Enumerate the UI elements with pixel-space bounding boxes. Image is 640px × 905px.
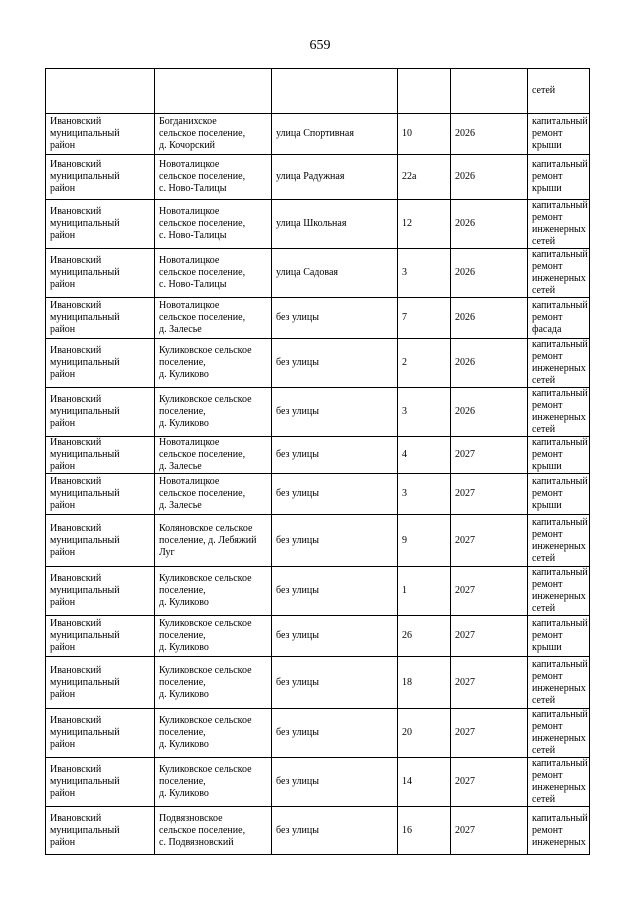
table-row [46, 709, 590, 758]
work-type-cell: капитальный ремонт крыши [528, 616, 590, 657]
work-type-cell: капитальный ремонт инженерных [528, 807, 590, 855]
district-cell: Ивановский муниципальный район [46, 616, 155, 657]
street-cell: без улицы [272, 474, 398, 515]
house-number-cell: 22а [398, 155, 451, 200]
district-cell: Ивановский муниципальный район [46, 807, 155, 855]
settlement-cell: Новоталицкое сельское поселение, с. Ново-Талицы [155, 200, 272, 249]
work-type-cell: капитальный ремонт фасада [528, 298, 590, 339]
street-cell: без улицы [272, 515, 398, 567]
house-number-cell: 10 [398, 114, 451, 155]
year-cell: 2027 [451, 616, 528, 657]
table-row [46, 388, 590, 437]
district-cell: Ивановский муниципальный район [46, 339, 155, 388]
work-type-cell: капитальный ремонт инженерных сетей [528, 249, 590, 298]
year-cell: 2026 [451, 200, 528, 249]
settlement-cell: Куликовское сельское поселение, д. Куликово [155, 339, 272, 388]
work-type-cell: капитальный ремонт крыши [528, 437, 590, 474]
district-cell: Ивановский муниципальный район [46, 298, 155, 339]
street-cell: без улицы [272, 758, 398, 807]
settlement-cell: Новоталицкое сельское поселение, д. Залесье [155, 437, 272, 474]
table-row [46, 807, 590, 855]
table-row [46, 515, 590, 567]
street-cell: без улицы [272, 388, 398, 437]
street-cell: улица Школьная [272, 200, 398, 249]
street-cell: без улицы [272, 807, 398, 855]
house-number-cell: 4 [398, 437, 451, 474]
work-type-cell: сетей [528, 69, 590, 114]
year-cell: 2026 [451, 298, 528, 339]
house-number-cell: 20 [398, 709, 451, 758]
house-number-cell: 7 [398, 298, 451, 339]
settlement-cell: Новоталицкое сельское поселение, с. Ново-Талицы [155, 249, 272, 298]
housing-repair-table [45, 68, 590, 855]
work-type-cell: капитальный ремонт инженерных сетей [528, 709, 590, 758]
district-cell: Ивановский муниципальный район [46, 388, 155, 437]
year-cell: 2026 [451, 388, 528, 437]
district-cell: Ивановский муниципальный район [46, 155, 155, 200]
table-row [46, 474, 590, 515]
year-cell: 2026 [451, 339, 528, 388]
settlement-cell: Куликовское сельское поселение, д. Куликово [155, 657, 272, 709]
street-cell: улица Радужная [272, 155, 398, 200]
house-number-cell: 3 [398, 388, 451, 437]
work-type-cell: капитальный ремонт инженерных сетей [528, 200, 590, 249]
house-number-cell: 16 [398, 807, 451, 855]
settlement-cell: Подвязновское сельское поселение, с. Подвязновский [155, 807, 272, 855]
street-cell: улица Спортивная [272, 114, 398, 155]
table-row [46, 437, 590, 474]
district-cell: Ивановский муниципальный район [46, 437, 155, 474]
district-cell: Ивановский муниципальный район [46, 758, 155, 807]
year-cell: 2026 [451, 155, 528, 200]
street-cell: без улицы [272, 298, 398, 339]
year-cell: 2027 [451, 515, 528, 567]
work-type-cell: капитальный ремонт инженерных сетей [528, 657, 590, 709]
district-cell: Ивановский муниципальный район [46, 474, 155, 515]
district-cell: Ивановский муниципальный район [46, 200, 155, 249]
house-number-cell: 14 [398, 758, 451, 807]
table-row [46, 249, 590, 298]
house-number-cell: 2 [398, 339, 451, 388]
house-number-cell: 12 [398, 200, 451, 249]
work-type-cell: капитальный ремонт инженерных сетей [528, 339, 590, 388]
house-number-cell: 9 [398, 515, 451, 567]
settlement-cell: Куликовское сельское поселение, д. Куликово [155, 388, 272, 437]
work-type-cell: капитальный ремонт инженерных сетей [528, 758, 590, 807]
house-cell [398, 69, 451, 114]
street-cell: без улицы [272, 567, 398, 616]
street-cell: улица Садовая [272, 249, 398, 298]
district-cell: Ивановский муниципальный район [46, 249, 155, 298]
house-number-cell: 18 [398, 657, 451, 709]
table-row [46, 758, 590, 807]
work-type-cell: капитальный ремонт инженерных сетей [528, 567, 590, 616]
street-cell [272, 69, 398, 114]
settlement-cell: Куликовское сельское поселение, д. Куликово [155, 709, 272, 758]
work-type-cell: капитальный ремонт инженерных сетей [528, 515, 590, 567]
work-type-cell: капитальный ремонт крыши [528, 474, 590, 515]
settlement-cell: Куликовское сельское поселение, д. Куликово [155, 567, 272, 616]
table-row [46, 567, 590, 616]
year-cell: 2027 [451, 709, 528, 758]
settlement-cell: Куликовское сельское поселение, д. Куликово [155, 616, 272, 657]
year-cell: 2027 [451, 807, 528, 855]
table-row [46, 616, 590, 657]
district-cell: Ивановский муниципальный район [46, 515, 155, 567]
settlement-cell: Куликовское сельское поселение, д. Куликово [155, 758, 272, 807]
street-cell: без улицы [272, 339, 398, 388]
settlement-cell [155, 69, 272, 114]
page-number: 659 [309, 38, 331, 53]
table-row [46, 657, 590, 709]
year-cell: 2027 [451, 567, 528, 616]
table-row [46, 298, 590, 339]
year-cell: 2027 [451, 437, 528, 474]
house-number-cell: 3 [398, 249, 451, 298]
district-cell: Ивановский муниципальный район [46, 114, 155, 155]
year-cell: 2026 [451, 249, 528, 298]
street-cell: без улицы [272, 616, 398, 657]
house-number-cell: 1 [398, 567, 451, 616]
settlement-cell: Коляновское сельское поселение, д. Лебяжий Луг [155, 515, 272, 567]
settlement-cell: Богданихское сельское поселение, д. Кочорский [155, 114, 272, 155]
table-row [46, 339, 590, 388]
table-row [46, 155, 590, 200]
work-type-cell: капитальный ремонт инженерных сетей [528, 388, 590, 437]
house-number-cell: 26 [398, 616, 451, 657]
settlement-cell: Новоталицкое сельское поселение, д. Залесье [155, 474, 272, 515]
year-cell [451, 69, 528, 114]
house-number-cell: 3 [398, 474, 451, 515]
district-cell [46, 69, 155, 114]
table-row [46, 114, 590, 155]
work-type-cell: капитальный ремонт крыши [528, 114, 590, 155]
street-cell: без улицы [272, 709, 398, 758]
street-cell: без улицы [272, 437, 398, 474]
settlement-cell: Новоталицкое сельское поселение, с. Ново-Талицы [155, 155, 272, 200]
year-cell: 2027 [451, 657, 528, 709]
district-cell: Ивановский муниципальный район [46, 709, 155, 758]
settlement-cell: Новоталицкое сельское поселение, д. Залесье [155, 298, 272, 339]
table-row [46, 200, 590, 249]
street-cell: без улицы [272, 657, 398, 709]
district-cell: Ивановский муниципальный район [46, 657, 155, 709]
district-cell: Ивановский муниципальный район [46, 567, 155, 616]
work-type-cell: капитальный ремонт крыши [528, 155, 590, 200]
year-cell: 2026 [451, 114, 528, 155]
year-cell: 2027 [451, 474, 528, 515]
year-cell: 2027 [451, 758, 528, 807]
continued-row [46, 69, 590, 114]
